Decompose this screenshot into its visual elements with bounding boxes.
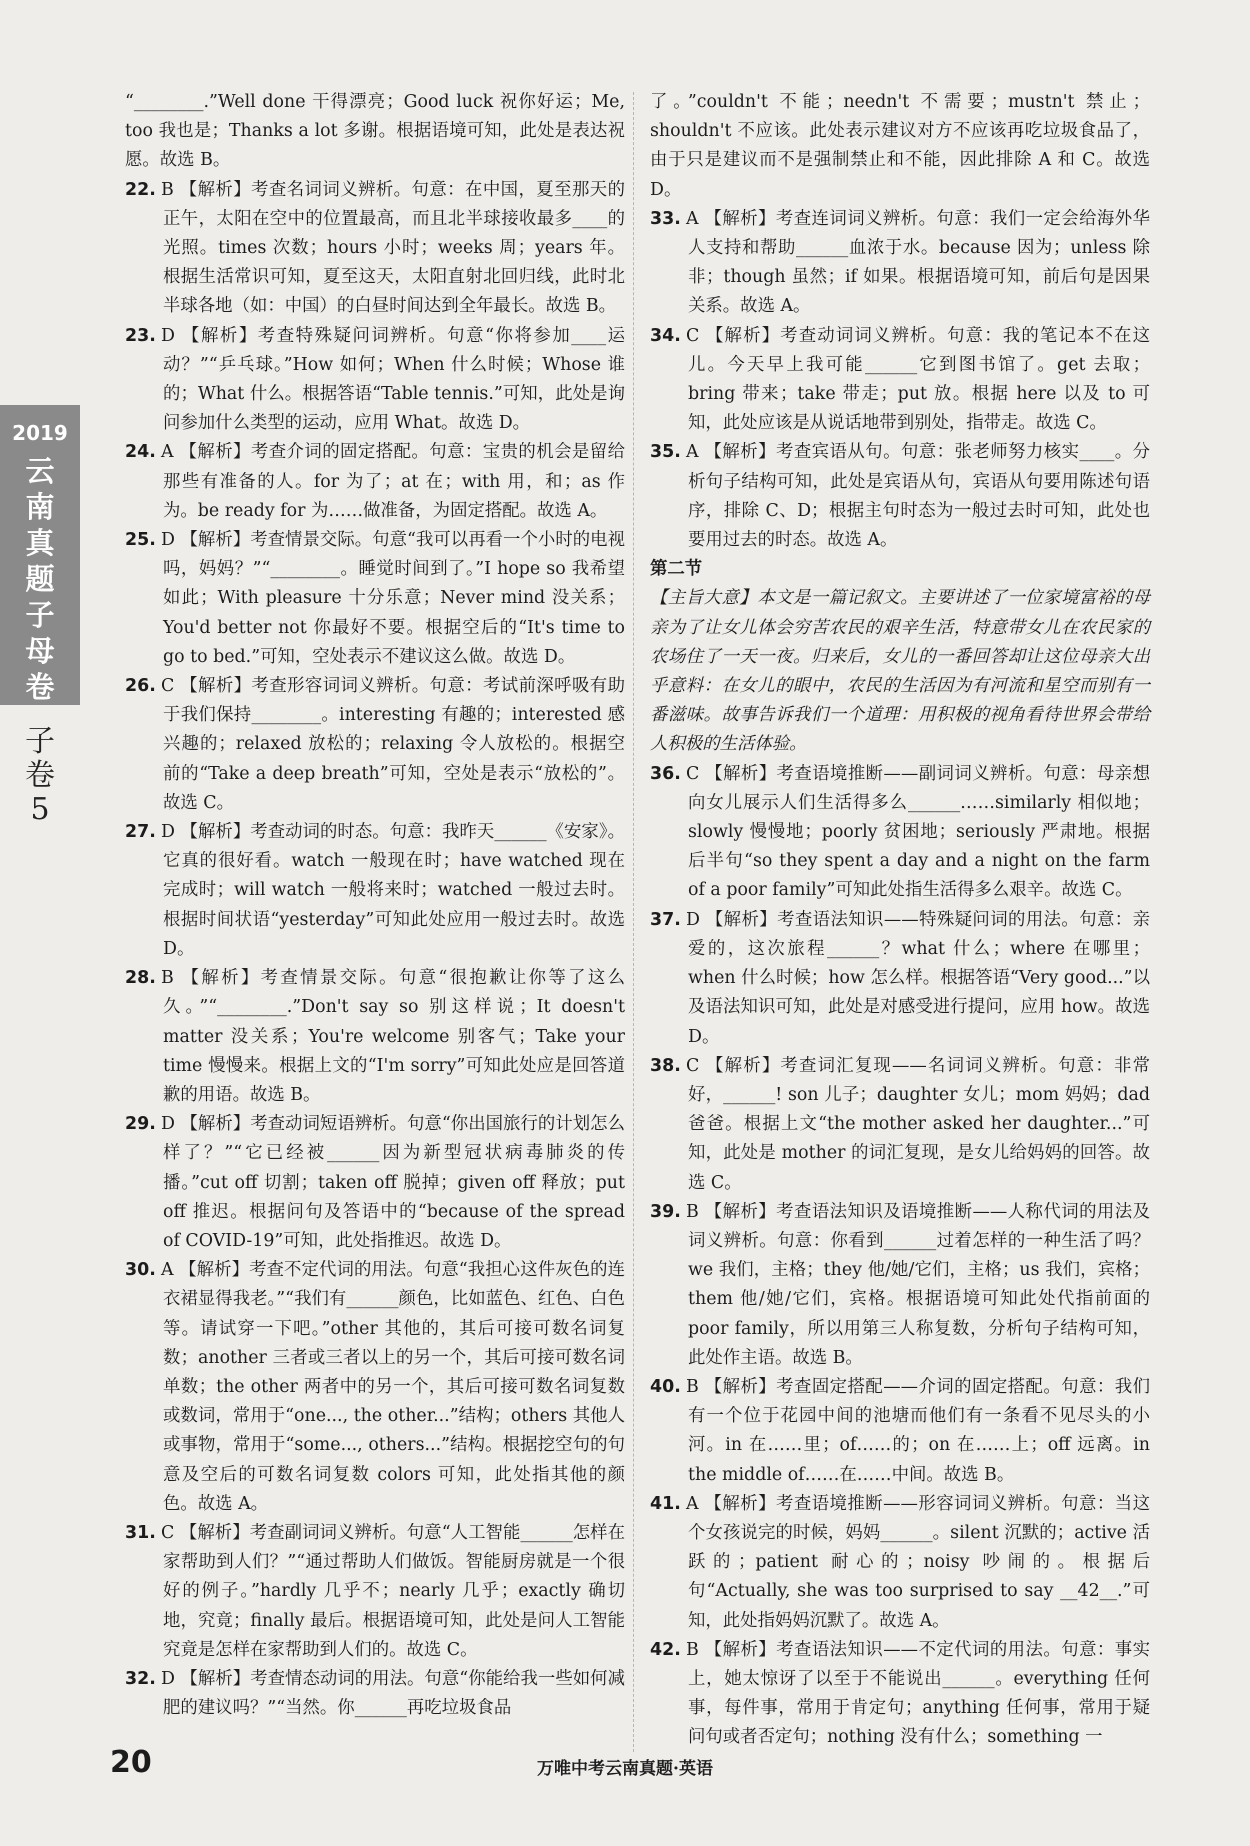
answer-item bbox=[125, 526, 625, 672]
answer-text: C 【解析】考查动词词义辨析。句意：我的笔记本不在这儿。今天早上我可能______它到图书馆了。get 去取；bring 带来；take 带走；put 放。根据 here 以及 to 可知，此处应该是从说话地带到别处，指带走。故选 C。 bbox=[686, 325, 1150, 434]
answer-item bbox=[650, 1373, 1150, 1490]
question-number: 27. bbox=[125, 822, 156, 843]
answer-text: B 【解析】考查固定搭配——介词的固定搭配。句意：我们有一个位于花园中间的池塘而他们有一条看不见尽头的小河。in 在……里；of……的；on 在……上；off 远离。in the middle of……在……中间。故选 B。 bbox=[686, 1376, 1150, 1485]
answer-item bbox=[650, 1198, 1150, 1373]
answer-item bbox=[650, 1052, 1150, 1198]
paragraph: “________.”Well done 干得漂亮；Good luck 祝你好运；Me, too 我也是；Thanks a lot 多谢。根据语境可知，此处是表达祝愿。故选 B。 bbox=[125, 92, 625, 171]
question-number: 36. bbox=[650, 763, 681, 784]
answer-text: D 【解析】考查情景交际。句意“我可以再看一个小时的电视吗，妈妈？”“________。睡觉时间到了。”I hope so 我希望如此；With pleasure 十分乐意；Never mind 没关系；You'd better not 你最好不要。根据空后的“It's time to go to bed.”可知，空处表示不建议这么做。故选 D。 bbox=[161, 530, 625, 667]
question-number: 37. bbox=[650, 909, 681, 930]
answer-text: B 【解析】考查语法知识——不定代词的用法。句意：事实上，她太惊讶了以至于不能说出______。everything 任何事，每件事，常用于肯定句；anything 任何事，常用于疑问句或者否定句；nothing 没有什么；something 一 bbox=[686, 1639, 1150, 1748]
question-number: 32. bbox=[125, 1668, 156, 1689]
right-column bbox=[650, 88, 1150, 1753]
answer-text: C 【解析】考查词汇复现——名词词义辨析。句意：非常好，______! son 儿子；daughter 女儿；mom 妈妈；dad 爸爸。根据上文“the mother asked her daughter...”可知，此处是 mother 的词汇复现，是女儿给妈妈的回答。故选 C。 bbox=[686, 1055, 1150, 1193]
question-number: 34. bbox=[650, 325, 681, 346]
question-number: 24. bbox=[125, 442, 156, 463]
answer-item bbox=[125, 1519, 625, 1665]
answer-item bbox=[650, 906, 1150, 1052]
page-number: 20 bbox=[110, 1745, 152, 1780]
answer-item bbox=[125, 176, 625, 322]
column-divider bbox=[633, 92, 634, 1752]
answer-item bbox=[125, 1110, 625, 1256]
question-number: 41. bbox=[650, 1493, 681, 1514]
question-number: 28. bbox=[125, 968, 156, 989]
left-column bbox=[125, 88, 625, 1723]
answer-text: D 【解析】考查语法知识——特殊疑问词的用法。句意：亲爱的，这次旅程______？what 什么；where 在哪里；when 什么时候；how 怎么样。根据答语“Very good...”以及语法知识可知，此处是对感受进行提问，应用 how。故选 D。 bbox=[686, 909, 1150, 1047]
answer-item bbox=[650, 760, 1150, 906]
question-number: 23. bbox=[125, 325, 156, 346]
footer-brand: 万唯中考云南真题·英语 bbox=[537, 1759, 713, 1779]
side-year: 2019 bbox=[12, 421, 68, 445]
answer-item bbox=[650, 322, 1150, 439]
answer-item bbox=[125, 672, 625, 818]
answer-text: D 【解析】考查动词的时态。句意：我昨天______《安家》。它真的很好看。watch 一般现在时；have watched 现在完成时；will watch 一般将来时；watched 一般过去时。根据时间状语“yesterday”可知此处应用一般过去时。故选 D。 bbox=[161, 822, 625, 959]
question-number: 35. bbox=[650, 442, 681, 463]
answer-item bbox=[650, 1636, 1150, 1753]
answer-item bbox=[125, 322, 625, 439]
question-number: 26. bbox=[125, 676, 156, 697]
question-number: 33. bbox=[650, 208, 681, 229]
answer-item bbox=[650, 438, 1150, 555]
answer-item bbox=[125, 1665, 625, 1723]
answer-text: D 【解析】考查动词短语辨析。句意“你出国旅行的计划怎么样了？”“它已经被______因为新型冠状病毒肺炎的传播。”cut off 切割；taken off 脱掉；given off 释放；put off 推迟。根据问句及答语中的“because of the spread of COVID-19”可知，此处指推迟。故选 D。 bbox=[161, 1114, 625, 1251]
answer-item bbox=[125, 438, 625, 526]
answer-item bbox=[125, 818, 625, 964]
answer-text: D 【解析】考查特殊疑问词辨析。句意“你将参加____运动？”“乒乓球。”How 如何；When 什么时候；Whose 谁的；What 什么。根据答语“Table tennis.”可知，此处是询问参加什么类型的运动，应用 What。故选 D。 bbox=[161, 325, 625, 434]
answer-item bbox=[650, 1490, 1150, 1636]
section-heading: 第二节 bbox=[650, 559, 703, 580]
question-number: 30. bbox=[125, 1260, 156, 1281]
answer-text: A 【解析】考查连词词义辨析。句意：我们一定会给海外华人支持和帮助______血浓于水。because 因为；unless 除非；though 虽然；if 如果。根据语境可知，前后句是因果关系。故选 A。 bbox=[686, 208, 1150, 317]
answer-text: A 【解析】考查介词的固定搭配。句意：宝贵的机会是留给那些有准备的人。for 为了；at 在；with 用，和；as 作为。be ready for 为……做准备，为固定搭配。故选 A。 bbox=[161, 442, 625, 521]
question-number: 40. bbox=[650, 1376, 681, 1397]
answer-item bbox=[125, 964, 625, 1110]
answer-text: A 【解析】考查语境推断——形容词词义辨析。句意：当这个女孩说完的时候，妈妈______。silent 沉默的；active 活跃的；patient 耐心的；noisy 吵闹的。根据后句“Actually, she was too surprised to say __42__.”可知，此处指妈妈沉默了。故选 A。 bbox=[686, 1493, 1150, 1631]
question-number: 25. bbox=[125, 530, 156, 551]
question-number: 29. bbox=[125, 1114, 156, 1135]
answer-text: C 【解析】考查形容词词义辨析。句意：考试前深呼吸有助于我们保持________。interesting 有趣的；interested 感兴趣的；relaxed 放松的；relaxing 令人放松的。根据空前的“Take a deep breath”可知，空处是表示“放松的”。故选 C。 bbox=[161, 676, 625, 813]
paragraph: 了。”couldn't 不能；needn't 不需要；mustn't 禁止；shouldn't 不应该。此处表示建议对方不应该再吃垃圾食品了，由于只是建议而不是强制禁止和不能，因此排除 A 和 C。故选 D。 bbox=[650, 92, 1150, 200]
answer-text: B 【解析】考查名词词义辨析。句意：在中国，夏至那天的正午，太阳在空中的位置最高，而且北半球接收最多____的光照。times 次数；hours 小时；weeks 周；years 年。根据生活常识可知，夏至这天，太阳直射北回归线，此时北半球各地（如：中国）的白昼时间达到全年最长。故选 B。 bbox=[161, 179, 625, 317]
side-title: 云 南 真 题 子 母 卷 bbox=[25, 454, 55, 704]
side-tab bbox=[0, 405, 80, 705]
summary-text: 【主旨大意】本文是一篇记叙文。主要讲述了一位家境富裕的母亲为了让女儿体会穷苦农民的艰辛生活，特意带女儿在农民家的农场住了一天一夜。归来后，女儿的一番回答却让这位母亲大出乎意料：在女儿的眼中，农民的生活因为有河流和星空而别有一番滋味。故事告诉我们一个道理：用积极的视角看待世界会带给人积极的生活体验。 bbox=[650, 588, 1150, 755]
answer-item bbox=[125, 1256, 625, 1519]
question-number: 31. bbox=[125, 1522, 156, 1543]
answer-text: A 【解析】考查宾语从句。句意：张老师努力核实____。分析句子结构可知，此处是宾语从句，宾语从句要用陈述句语序，排除 C、D；根据主句时态为一般过去时可知，此处也要用过去的时态。故选 A。 bbox=[686, 442, 1150, 551]
answer-text: C 【解析】考查语境推断——副词词义辨析。句意：母亲想向女儿展示人们生活得多么______……similarly 相似地；slowly 慢慢地；poorly 贫困地；seriously 严肃地。根据后半句“so they spent a day and a night on the farm of a poor family”可知此处指生活得多么艰辛。故选 C。 bbox=[686, 763, 1150, 901]
question-number: 42. bbox=[650, 1639, 681, 1660]
question-number: 38. bbox=[650, 1055, 681, 1076]
answer-item bbox=[650, 205, 1150, 322]
answer-text: A 【解析】考查不定代词的用法。句意“我担心这件灰色的连衣裙显得我老。”“我们有______颜色，比如蓝色、红色、白色等。请试穿一下吧。”other 其他的，其后可接可数名词复数；another 三者或三者以上的另一个，其后可接可数名词单数；the other 两者中的另一个，其后可接可数名词复数或数词，常用于“one..., the other...”结构；others 其他人或事物，常用于“some..., others...”结构。根据挖空句的句意及空后的可数名词复数 colors 可知，此处指其他的颜色。故选 A。 bbox=[161, 1260, 625, 1514]
side-subvolume: 子 卷 5 bbox=[25, 724, 55, 827]
answer-text: C 【解析】考查副词词义辨析。句意“人工智能______怎样在家帮助到人们？”“通过帮助人们做饭。智能厨房就是一个很好的例子。”hardly 几乎不；nearly 几乎；exactly 确切地，究竟；finally 最后。根据语境可知，此处是问人工智能究竟是怎样在家帮助到人们的。故选 C。 bbox=[161, 1522, 625, 1660]
answer-text: B 【解析】考查情景交际。句意“很抱歉让你等了这么久。”“________.”Don't say so 别这样说；It doesn't matter 没关系；You're welcome 别客气；Take your time 慢慢来。根据上文的“I'm sorry”可知此处应是回答道歉的用语。故选 B。 bbox=[161, 968, 625, 1105]
question-number: 39. bbox=[650, 1201, 681, 1222]
question-number: 22. bbox=[125, 179, 156, 200]
answer-text: D 【解析】考查情态动词的用法。句意“你能给我一些如何减肥的建议吗？”“当然。你______再吃垃圾食品 bbox=[161, 1668, 625, 1719]
answer-text: B 【解析】考查语法知识及语境推断——人称代词的用法及词义辨析。句意：你看到______过着怎样的一种生活了吗？we 我们，主格；they 他/她/它们，主格；us 我们，宾格；them 他/她/它们，宾格。根据语境可知此处代指前面的 poor family，所以用第三人称复数，分析句子结构可知，此处作主语。故选 B。 bbox=[686, 1201, 1150, 1368]
